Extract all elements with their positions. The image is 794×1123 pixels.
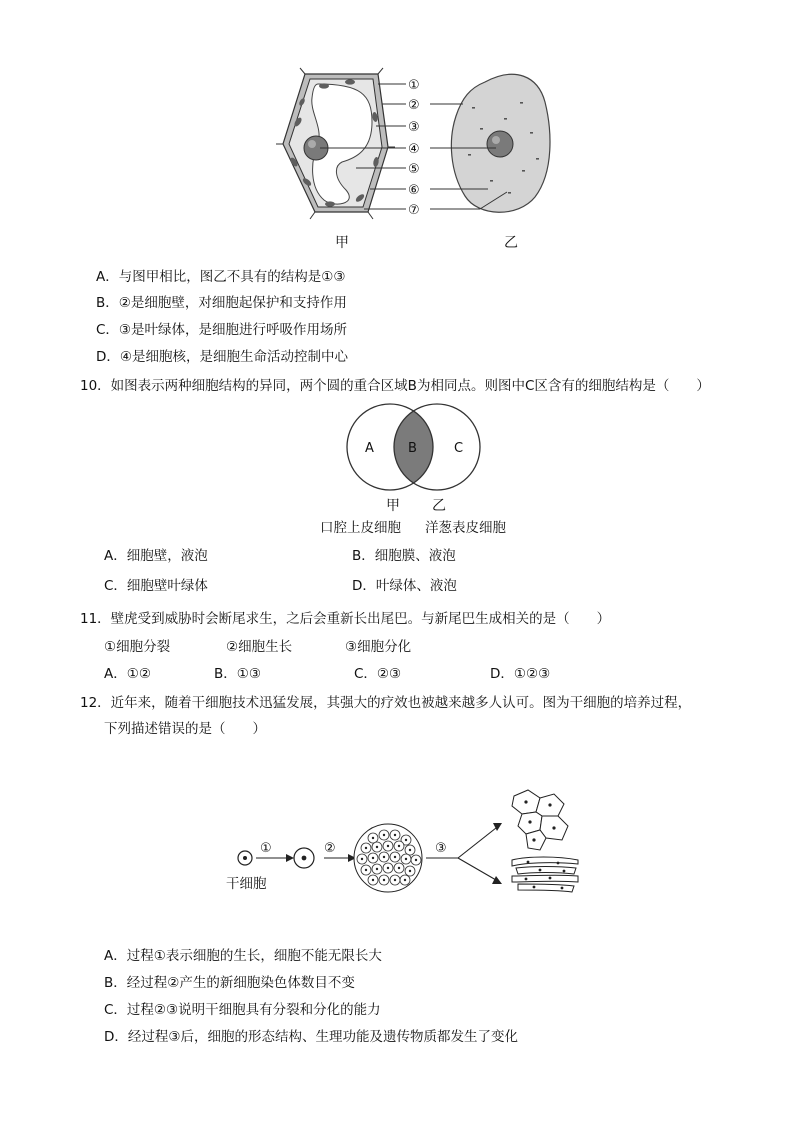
q9-option-a: A．与图甲相比，图乙不具有的结构是①③ — [96, 269, 346, 285]
q10-stem: 10．如图表示两种细胞结构的异同，两个圆的重合区域B为相同点。则图中C区含有的细胞结构是（ ） — [80, 378, 710, 394]
animal-cell-diagram — [430, 74, 550, 212]
q11-option-d: D．①②③ — [490, 666, 551, 682]
q12-option-b: B．经过程②产生的新细胞染色体数目不变 — [104, 975, 355, 991]
q11-item-2: ②细胞生长 — [226, 639, 293, 655]
label-4: ④ — [408, 142, 420, 157]
q12-option-a: A．过程①表示细胞的生长，细胞不能无限长大 — [104, 948, 382, 964]
label-7: ⑦ — [408, 203, 420, 218]
q12-stem-line1: 12．近年来，随着干细胞技术迅猛发展，其强大的疗效也被越来越多人认可。图为干细胞的培养过程， — [80, 695, 692, 711]
cell-cluster — [354, 824, 422, 892]
venn-name-yi: 乙 — [432, 498, 446, 514]
step2-label: ② — [324, 841, 336, 856]
q11-item-1: ①细胞分裂 — [104, 639, 171, 655]
structure-labels — [408, 78, 420, 218]
stem-cell-caption: 干细胞 — [226, 876, 267, 892]
venn-left-cell-name: 口腔上皮细胞 — [320, 520, 401, 536]
q12-stem-line2: 下列描述错误的是（ ） — [104, 721, 266, 737]
q9-option-c: C．③是叶绿体，是细胞进行呼吸作用场所 — [96, 322, 348, 338]
q10-option-a: A．细胞壁，液泡 — [104, 548, 208, 564]
q10-option-b: B．细胞膜、液泡 — [352, 548, 456, 564]
plant-cell-diagram — [276, 68, 406, 219]
step3-label: ③ — [435, 841, 447, 856]
stem-cell-figure — [228, 788, 588, 908]
q11-option-a: A．①② — [104, 666, 151, 682]
label-5: ⑤ — [408, 162, 420, 177]
q10-option-c: C．细胞壁叶绿体 — [104, 578, 208, 594]
venn-name-jia: 甲 — [386, 498, 400, 514]
q11-option-c: C．②③ — [354, 666, 402, 682]
q12-option-c: C．过程②③说明干细胞具有分裂和分化的能力 — [104, 1002, 381, 1018]
q9-option-d: D．④是细胞核，是细胞生命活动控制中心 — [96, 349, 348, 365]
differentiated-cells-bottom — [512, 857, 578, 892]
label-3: ③ — [408, 120, 420, 135]
q9-option-b: B．②是细胞壁，对细胞起保护和支持作用 — [96, 295, 347, 311]
label-1: ① — [408, 78, 420, 93]
label-2: ② — [408, 98, 420, 113]
q10-option-d: D．叶绿体、液泡 — [352, 578, 457, 594]
caption-jia: 甲 — [335, 235, 349, 251]
step1-label: ① — [260, 841, 272, 856]
venn-label-c: C — [454, 441, 464, 456]
q11-option-b: B．①③ — [214, 666, 261, 682]
q11-stem: 11．壁虎受到威胁时会断尾求生，之后会重新长出尾巴。与新尾巴生成相关的是（ ） — [80, 611, 611, 627]
caption-yi: 乙 — [504, 235, 518, 251]
venn-label-a: A — [365, 441, 374, 456]
venn-right-cell-name: 洋葱表皮细胞 — [425, 520, 506, 536]
cell-structure-figure — [260, 62, 794, 262]
venn-label-b: B — [408, 441, 417, 456]
label-6: ⑥ — [408, 183, 420, 198]
differentiated-cells-top — [512, 790, 568, 850]
q12-option-d: D．经过程③后，细胞的形态结构、生理功能及遗传物质都发生了变化 — [104, 1029, 518, 1045]
q11-item-3: ③细胞分化 — [345, 639, 412, 655]
